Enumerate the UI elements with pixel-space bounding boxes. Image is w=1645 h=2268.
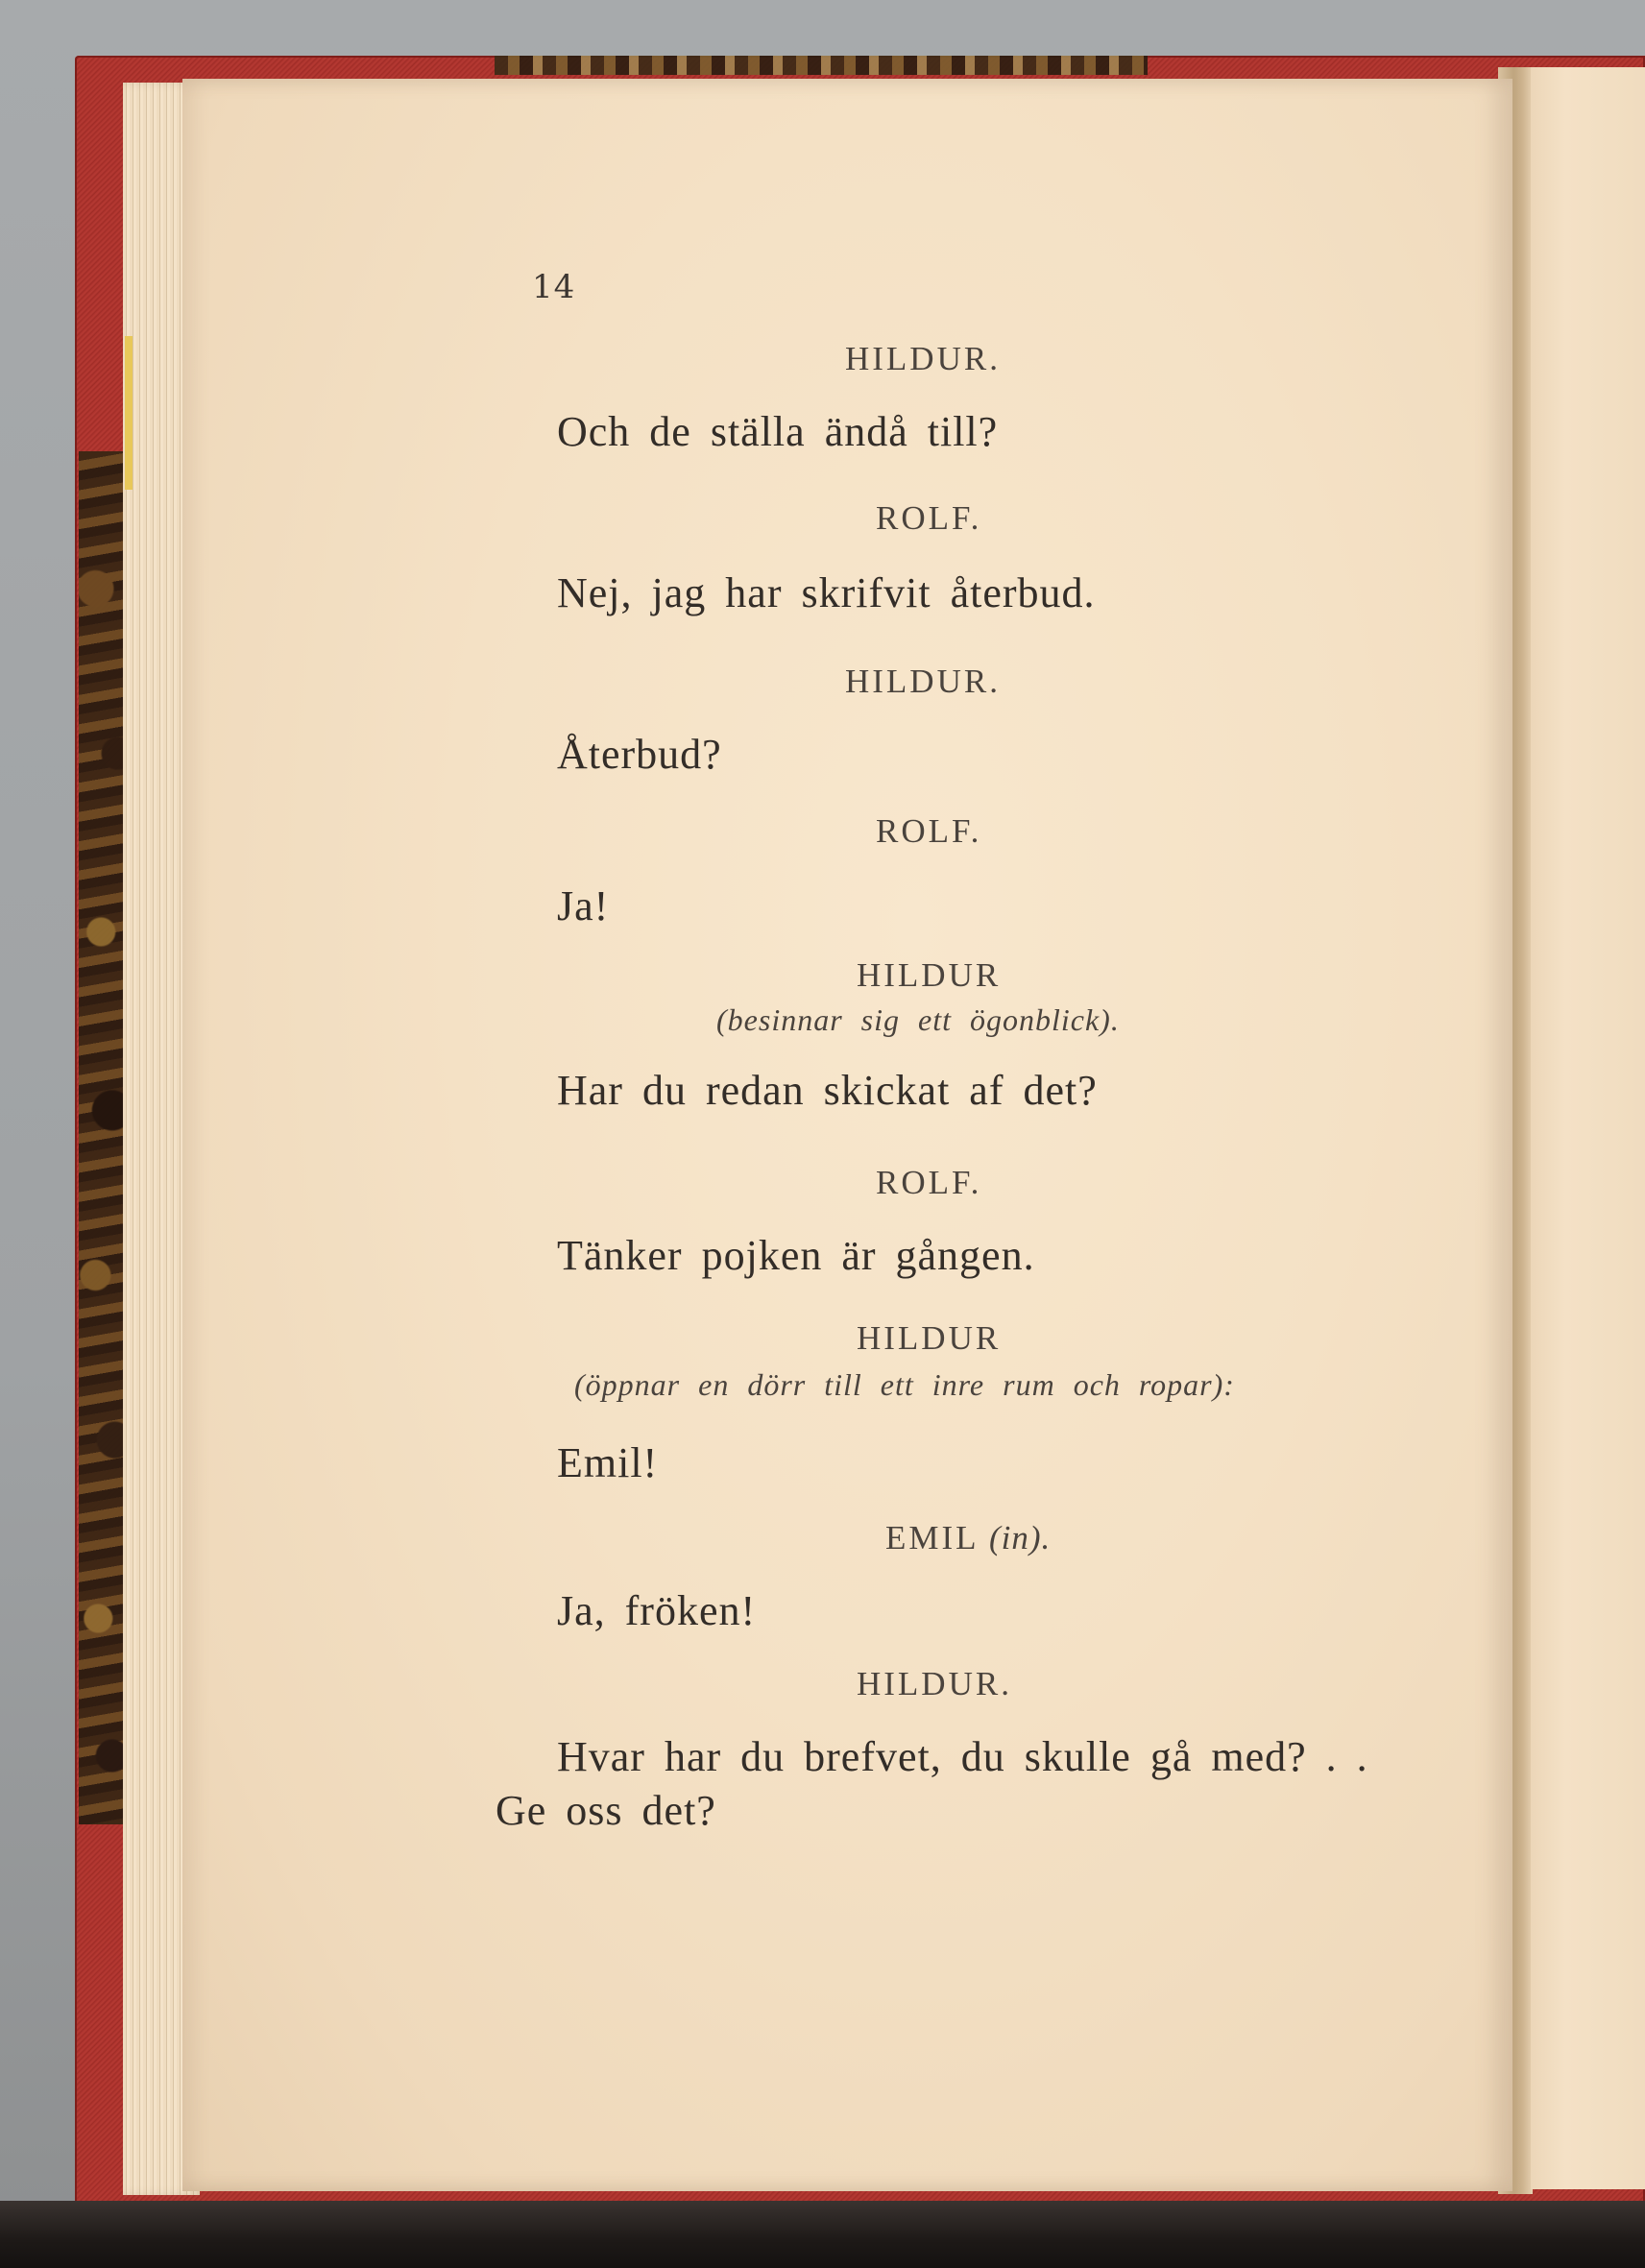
dialogue-line: Ge oss det? xyxy=(496,1787,716,1834)
marbled-edge-top xyxy=(495,56,1148,75)
dialogue-line: Ja! xyxy=(557,882,610,929)
dialogue-line: Nej, jag har skrifvit återbud. xyxy=(557,569,1096,616)
table-shadow xyxy=(0,2201,1645,2268)
dialogue-line: Emil! xyxy=(557,1439,659,1486)
speaker-rolf: ROLF. xyxy=(876,499,982,537)
stage-direction: (besinnar sig ett ögonblick). xyxy=(716,1002,1120,1037)
dialogue-line: Ja, fröken! xyxy=(557,1587,757,1634)
book-page xyxy=(182,79,1512,2191)
dialogue-line: Återbud? xyxy=(557,731,722,778)
facing-page xyxy=(1531,67,1645,2189)
speaker-emil xyxy=(885,1521,1051,1555)
dialogue-line: Hvar har du brefvet, du skulle gå med? . . xyxy=(557,1733,1368,1780)
dialogue-line: Har du redan skickat af det? xyxy=(557,1067,1098,1114)
speaker-hildur: HILDUR. xyxy=(857,1665,1012,1702)
speaker-hildur: HILDUR. xyxy=(845,663,1001,700)
dialogue-line: Och de ställa ändå till? xyxy=(557,408,999,455)
speaker-hildur: HILDUR xyxy=(857,1319,1002,1357)
speaker-hildur: HILDUR xyxy=(857,956,1002,994)
speaker-direction: (in). xyxy=(989,1519,1052,1556)
speaker-rolf: ROLF. xyxy=(876,812,982,850)
page-number: 14 xyxy=(532,268,576,306)
speaker-name: EMIL xyxy=(885,1519,979,1556)
speaker-rolf: ROLF. xyxy=(876,1164,982,1201)
speaker-hildur: HILDUR. xyxy=(845,340,1001,377)
ribbon-marker xyxy=(125,336,133,490)
stage-direction: (öppnar en dörr till ett inre rum och ropar): xyxy=(574,1367,1235,1402)
dialogue-line: Tänker pojken är gången. xyxy=(557,1232,1035,1279)
